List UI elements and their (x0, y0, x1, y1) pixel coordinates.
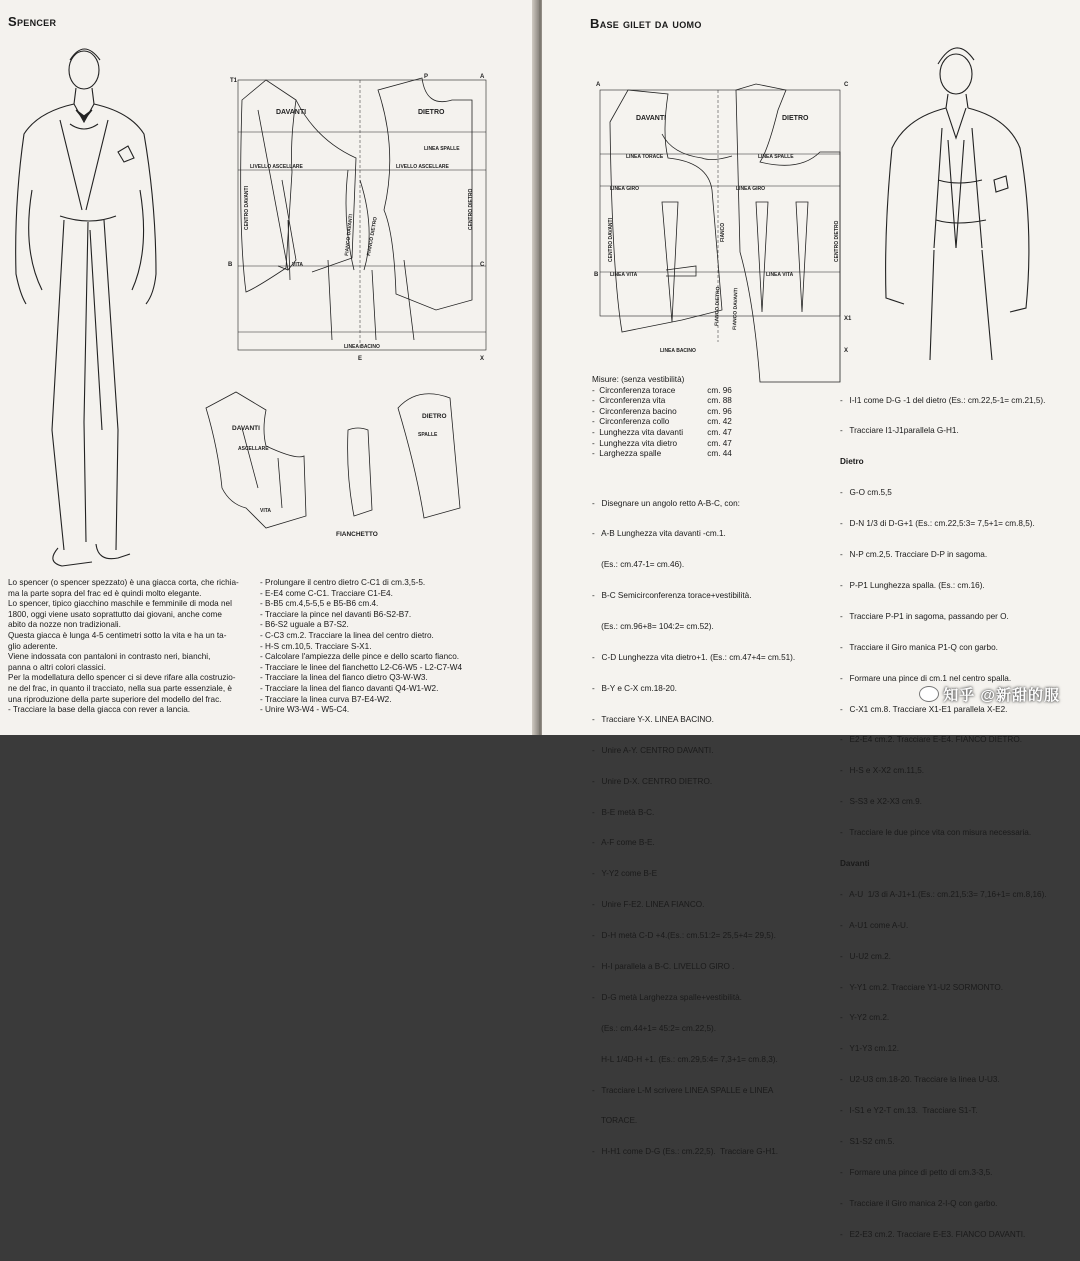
left-page (0, 0, 538, 735)
text-line: una riproduzione della parte superiore del modello del frac. (8, 694, 222, 704)
label-fianco-dietro: FIANCO DIETRO (366, 216, 379, 257)
gilet-instructions-col1 (592, 478, 795, 1178)
text-line: Per la modellatura dello spencer ci si deve rifare alla costruzio- (8, 673, 236, 683)
measure-name: Lunghezza vita davanti (599, 427, 684, 437)
label-e: E (358, 356, 363, 362)
measure-row: - Circonferenza collo cm. 42 (592, 417, 732, 427)
instruction-line: - E2-E4 cm.2. Tracciare E-E4. FIANCO DIETRO. (840, 735, 1022, 745)
label-livello-ascellare: LIVELLO ASCELLARE (250, 164, 303, 170)
label-davanti: DAVANTI (636, 115, 667, 122)
instruction-line: - D-H metà C-D +4.(Es.: cm.51:2= 25,5+4= 29,5). (592, 931, 776, 941)
instruction-line: - Prolungare il centro dietro C-C1 di cm.3,5-5. (260, 578, 426, 587)
text-line: abito da nozze non tradizionali. (8, 620, 121, 630)
measure-value: cm. 42 (707, 417, 732, 427)
instruction-line: - Tracciare il Giro manica P1-Q con garbo. (840, 642, 998, 652)
label-fianco-davanti: FIANCO DAVANTI (344, 213, 355, 257)
label-b: B (228, 262, 233, 268)
label-piece-spalle: SPALLE (418, 432, 438, 438)
label-linea-giro-2: LINEA GIRO (736, 186, 765, 192)
instruction-line: - Tracciare le due pince vita con misura necessaria. (840, 828, 1032, 838)
measure-value: cm. 96 (707, 406, 732, 416)
instruction-line: (Es.: cm.44+1= 45:2= cm.22,5). (592, 1023, 717, 1033)
instruction-line: - G-O cm.5,5 (840, 488, 892, 498)
label-fianco: FIANCO (720, 222, 726, 242)
gilet-instructions-col2 (840, 375, 1047, 1261)
instruction-line: - Disegnare un angolo retto A-B-C, con: (592, 498, 740, 508)
page-title: Spencer (8, 14, 57, 29)
instruction-line: - D-N 1/3 di D-G+1 (Es.: cm.22,5:3= 7,5+1= cm.8,5). (840, 519, 1035, 529)
instruction-line: - Tracciare il Giro manica 2-I-Q con garbo. (840, 1198, 998, 1208)
instruction-line: - Tracciare L-M scrivere LINEA SPALLE e LINEA (592, 1085, 774, 1095)
instruction-line: - Formare una pince di petto di cm.3-3,5. (840, 1167, 993, 1177)
label-x: X (844, 348, 849, 354)
measure-row: - Larghezza spalle cm. 44 (592, 449, 732, 459)
label-linea-bacino: LINEA BACINO (344, 344, 380, 350)
label-fianco-dietro: FIANCO DIETRO (714, 286, 722, 327)
label-davanti: DAVANTI (276, 109, 307, 116)
label-piece-vita: VITA (260, 508, 272, 514)
label-linea-spalle: LINEA SPALLE (758, 154, 794, 160)
measure-name: Circonferenza collo (599, 417, 670, 427)
label-t1: T1 (230, 78, 238, 84)
gilet-pattern-diagram (586, 62, 876, 352)
measures-block (592, 375, 732, 460)
measure-value: cm. 96 (707, 385, 732, 395)
label-vita: VITA (292, 262, 304, 268)
measure-value: cm. 88 (707, 396, 732, 406)
instruction-line: - U2-U3 cm.18-20. Tracciare la linea U-U3. (840, 1075, 1000, 1085)
measure-value: cm. 47 (707, 427, 732, 437)
instruction-line: - A-U1 come A-U. (840, 920, 909, 930)
measure-row: - Circonferenza vita cm. 88 (592, 396, 732, 406)
instruction-line: - Y1-Y3 cm.12. (840, 1044, 900, 1054)
label-livello-ascellare-2: LIVELLO ASCELLARE (396, 164, 449, 170)
right-page (542, 0, 1080, 1239)
text-line: panna o altri colori classici. (8, 662, 106, 672)
label-centro-davanti: CENTRO DAVANTI (244, 186, 250, 230)
label-centro-dietro: CENTRO DIETRO (834, 220, 840, 262)
instruction-line: - A-U 1/3 di A-J1+1.(Es.: cm.21,5:3= 7,16+1= cm.8,16). (840, 889, 1047, 899)
instruction-line: - Tracciare le linee del fianchetto L2-C6-W5 - L2-C7-W4 (260, 662, 463, 672)
instruction-line: (Es.: cm.47-1= cm.46). (592, 560, 685, 570)
label-linea-torace: LINEA TORACE (626, 154, 664, 160)
label-piece-ascellare: ASCELLARE (238, 446, 269, 452)
instruction-line: - H-H1 come D-G (Es.: cm.22,5). Tracciare G-H1. (592, 1147, 779, 1157)
label-linea-vita-2: LINEA VITA (766, 272, 794, 278)
label-a: A (480, 74, 485, 80)
instruction-line: - Y-Y2 cm.2. (840, 1013, 890, 1023)
instruction-line: (Es.: cm.96+8= 104:2= cm.52). (592, 622, 714, 632)
measure-name: Lunghezza vita dietro (599, 438, 678, 448)
section-heading-dietro: Dietro (840, 457, 864, 467)
measure-value: cm. 44 (707, 449, 732, 459)
measure-row: - Circonferenza bacino cm. 96 (592, 406, 732, 416)
text-line: 1800, oggi viene usato soprattutto dai giovani, anche come (8, 609, 222, 619)
label-x: X (480, 356, 485, 362)
label-fianco-davanti: FIANCO DAVANTI (732, 287, 740, 331)
text-line: ma la parte sopra del frac ed è quindi molto elegante. (8, 588, 202, 598)
label-linea-vita: LINEA VITA (610, 272, 638, 278)
section-heading-davanti: Davanti (840, 858, 870, 868)
instruction-line: - B-E metà B-C. (592, 807, 655, 817)
instruction-line: - Tracciare P-P1 in sagoma, passando per O. (840, 611, 1009, 621)
label-piece-dietro: DIETRO (422, 413, 447, 420)
label-dietro: DIETRO (782, 115, 809, 122)
instruction-line: - S-S3 e X2-X3 cm.9. (840, 797, 922, 807)
intro-text-column (8, 578, 250, 716)
measure-row: - Lunghezza vita davanti cm. 47 (592, 427, 732, 437)
page-title: Base gilet da uomo (590, 16, 702, 31)
text-line: - Tracciare la base della giacca con rever a lancia. (8, 705, 191, 715)
spencer-pieces-diagram (202, 388, 472, 538)
instruction-line: - H-S e X-X2 cm.11,5. (840, 766, 925, 776)
label-b: B (594, 272, 599, 278)
text-line: Lo spencer, tipico giacchino maschile e femminile di moda nel (8, 599, 232, 609)
measure-row: - Circonferenza torace cm. 96 (592, 385, 732, 395)
instruction-line: - E2-E3 cm.2. Tracciare E-E3. FIANCO DAVANTI. (840, 1229, 1026, 1239)
spencer-pattern-diagram (228, 70, 488, 360)
instruction-line: - Y-Y2 come B-E (592, 869, 658, 879)
instruction-line: - C-X1 cm.8. Tracciare X1-E1 parallela X-E2. (840, 704, 1008, 714)
instruction-line: - Y-Y1 cm.2. Tracciare Y1-U2 SORMONTO. (840, 982, 1004, 992)
label-centro-dietro: CENTRO DIETRO (468, 188, 474, 230)
watermark (919, 684, 1060, 705)
label-dietro: DIETRO (418, 109, 445, 116)
instruction-line: - Tracciare la linea curva B7-E4-W2. (260, 694, 392, 704)
instruction-line: - Unire F-E2. LINEA FIANCO. (592, 900, 705, 910)
label-fianchetto: FIANCHETTO (336, 531, 378, 538)
label-c: C (844, 82, 849, 88)
label-linea-giro: LINEA GIRO (610, 186, 639, 192)
instruction-line: - B6-S2 uguale a B7-S2. (260, 620, 349, 630)
instruction-line: - D-G metà Larghezza spalle+vestibilità. (592, 992, 742, 1002)
text-line: glio aderente. (8, 641, 58, 651)
instruction-line: - Unire A-Y. CENTRO DAVANTI. (592, 745, 714, 755)
text-line: Viene indossata con pantaloni in contrasto neri, bianchi, (8, 652, 211, 662)
spencer-figure-illustration (0, 40, 200, 600)
instruction-line: - B-B5 cm.4,5-5,5 e B5-B6 cm.4. (260, 599, 379, 609)
label-c: C (480, 262, 485, 268)
instruction-line: - Calcolare l'ampiezza delle pince e dello scarto fianco. (260, 652, 460, 662)
instruction-line: - C-D Lunghezza vita dietro+1. (Es.: cm.47+4= cm.51). (592, 653, 796, 663)
instruction-line: - A-F come B-E. (592, 838, 655, 848)
instruction-line: - B-Y e C-X cm.18-20. (592, 683, 677, 693)
measure-name: Larghezza spalle (599, 449, 662, 459)
instruction-line: - U-U2 cm.2. (840, 951, 891, 961)
gilet-figure-illustration (876, 40, 1036, 370)
instruction-line: - Tracciare I1-J1parallela G-H1. (840, 426, 959, 436)
instruction-line: - H-S cm.10,5. Tracciare S-X1. (260, 641, 372, 651)
instructions-column (260, 578, 530, 716)
instruction-line: - P-P1 Lunghezza spalla. (Es.: cm.16). (840, 580, 985, 590)
instruction-line: - E-E4 come C-C1. Tracciare C1-E4. (260, 588, 393, 598)
label-linea-spalle: LINEA SPALLE (424, 146, 460, 152)
instruction-line: - Tracciare la pince nel davanti B6-S2-B7. (260, 609, 412, 619)
instruction-line: - C-C3 cm.2. Tracciare la linea del centro dietro. (260, 630, 434, 640)
instruction-line: - Tracciare la linea del fianco dietro Q3-W-W3. (260, 673, 428, 683)
measure-name: Circonferenza bacino (599, 406, 677, 416)
instruction-line: - Unire D-X. CENTRO DIETRO. (592, 776, 713, 786)
watermark-logo-icon (919, 686, 939, 702)
instruction-line: - I-S1 e Y2-T cm.13. Tracciare S1-T. (840, 1106, 978, 1116)
instruction-line: - Unire W3-W4 - W5-C4. (260, 705, 350, 715)
instruction-line: - A-B Lunghezza vita davanti -cm.1. (592, 529, 726, 539)
text-line: ne del frac, in quanto il tracciato, nella sua parte essenziale, è (8, 683, 232, 693)
instruction-line: - N-P cm.2,5. Tracciare D-P in sagoma. (840, 550, 988, 560)
label-piece-davanti: DAVANTI (232, 425, 260, 432)
instruction-line: - H-I parallela a B-C. LIVELLO GIRO . (592, 961, 735, 971)
instruction-line: - Formare una pince di cm.1 nel centro spalla. (840, 673, 1012, 683)
instruction-line: TORACE. (592, 1116, 638, 1126)
label-linea-bacino: LINEA BACINO (660, 348, 696, 354)
instruction-line: H-L 1/4D-H +1. (Es.: cm.29,5:4= 7,3+1= cm.8,3). (592, 1054, 778, 1064)
measures-title: Misure: (senza vestibilità) (592, 375, 685, 384)
label-centro-davanti: CENTRO DAVANTI (608, 218, 614, 262)
instruction-line: - I-I1 come D-G -1 del dietro (Es.: cm.22,5-1= cm.21,5). (840, 395, 1046, 405)
label-a: A (596, 82, 601, 88)
instruction-line: - Tracciare la linea del fianco davanti Q4-W1-W2. (260, 683, 439, 693)
label-x1: X1 (844, 316, 852, 322)
instruction-line: - S1-S2 cm.5. (840, 1136, 895, 1146)
label-p: P (424, 74, 429, 80)
text-line: Questa giacca è lunga 4-5 centimetri sotto la vita e ha un ta- (8, 630, 227, 640)
text-line: Lo spencer (o spencer spezzato) è una giacca corta, che richia- (8, 578, 239, 587)
watermark-text: 知乎 @新甜的服 (943, 687, 1060, 704)
measure-name: Circonferenza torace (599, 385, 676, 395)
instruction-line: - Tracciare Y-X. LINEA BACINO. (592, 714, 714, 724)
measure-name: Circonferenza vita (599, 396, 666, 406)
measure-value: cm. 47 (707, 438, 732, 448)
measure-row: - Lunghezza vita dietro cm. 47 (592, 438, 732, 448)
instruction-line: - B-C Semicirconferenza torace+vestibilità. (592, 591, 752, 601)
